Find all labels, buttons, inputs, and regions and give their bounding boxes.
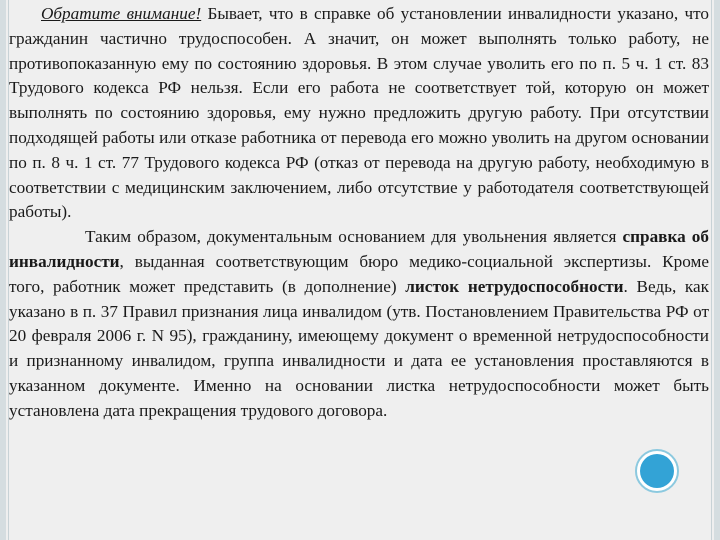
paragraph-2-intro: Таким образом, документальным основанием для увольнения является (85, 227, 623, 247)
paragraph-2-mid: , выданная соответствующим бюро медико-социальной экспертизы. Кроме того, работник может представить (в дополнение) (9, 251, 709, 296)
paragraph-2-rest: . Ведь, как указано в п. 37 Правил признания лица инвалидом (утв. Постановлением Правительства РФ от 20 февраля 2006 г. N 95), гражданину, имеющему документ о временной нетрудоспособности и признанному инвалидом, группа инвалидности и дата ее установления проставляются в указанном документе. Именно на основании листка нетрудоспособности может быть установлена дата прекращения трудового договора. (9, 276, 709, 420)
paragraph-1-text: Бывает, что в справке об установлении инвалидности указано, что гражданин частично трудоспособен. А значит, он может выполнять только работу, не противопоказанную ему по состоянию здоровья. В этом случае уволить его по п. 5 ч. 1 ст. 83 Трудового кодекса РФ нельзя. Если его работа не соответствует той, которую он может выполнять по состоянию здоровья, ему нужно предложить другую работу. При отсутствии подходящей работы или отказе работника от перевода его можно уволить на другом основании по п. 8 ч. 1 ст. 77 Трудового кодекса РФ (отказ от перевода на другую работу, необходимую в соответствии с медицинским заключением, либо отсутствие у работодателя соответствующей работы). (9, 4, 709, 222)
right-decor-bar (714, 0, 720, 540)
decor-circle (640, 454, 674, 488)
left-decor-bar (0, 0, 6, 540)
attention-label: Обратите внимание! (41, 4, 202, 23)
term-sick-leave: листок нетрудоспособности (405, 276, 624, 296)
term-disability-certificate: справка об инвалидности (9, 227, 709, 271)
paragraph-2 (9, 225, 709, 423)
slide-text (9, 2, 709, 424)
right-decor-line (711, 0, 712, 540)
paragraph-1 (9, 2, 709, 225)
